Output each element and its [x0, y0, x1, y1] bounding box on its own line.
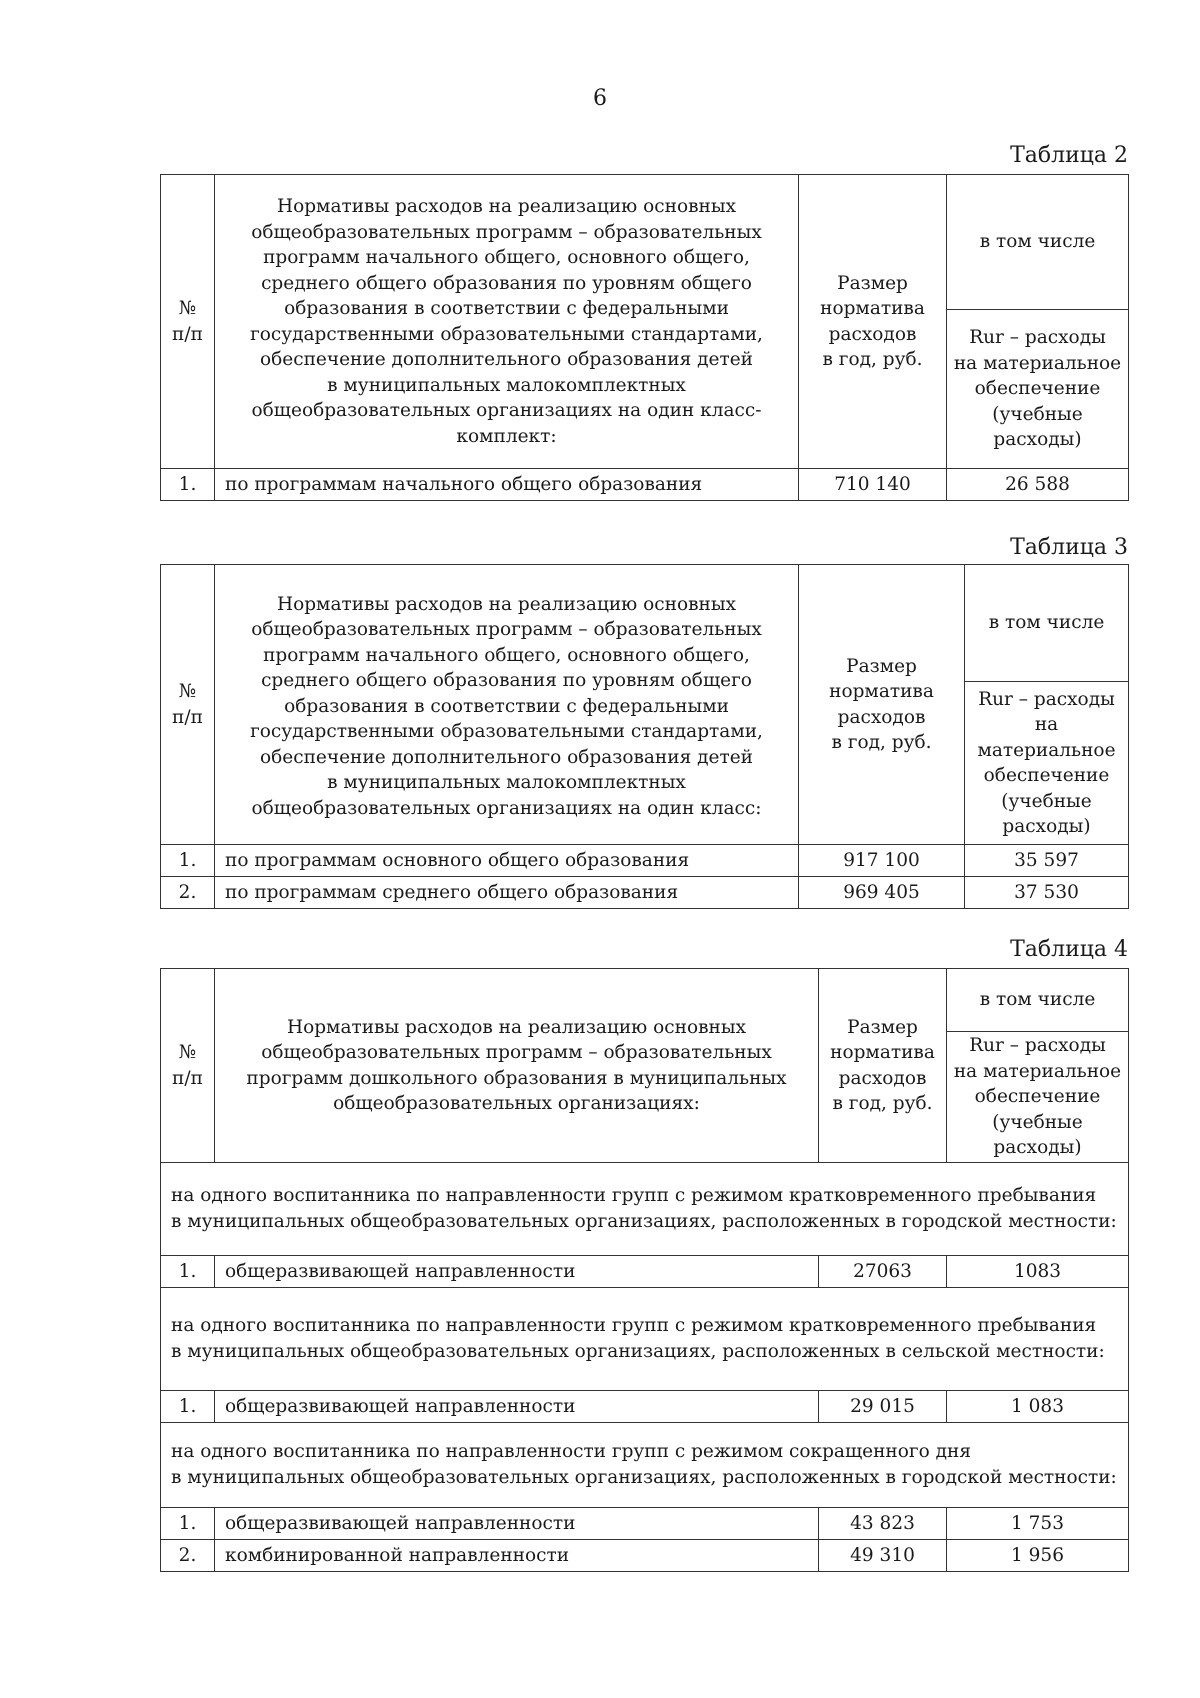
table2-header-name: Нормативы расходов на реализацию основных общеобразовательных программ – образовательных программ начального общего, основного общего, среднего общего образования по уровням общего образования в соответствии с федеральными государственными образовательными стандартами, обеспечение дополнительного образования детей в муниципальных малокомплектных общеобразовательных организациях на один класс- комплект:	[215, 175, 799, 469]
table2	[160, 174, 1129, 501]
table-row	[161, 845, 1129, 877]
page-number: 6	[593, 86, 607, 111]
row-name: по программам среднего общего образования	[215, 877, 799, 909]
table4	[160, 968, 1129, 1572]
table-row	[161, 1256, 1129, 1288]
table4-header-including: в том числе	[947, 969, 1129, 1032]
table3-header-no: № п/п	[161, 565, 215, 845]
table3-header-including: в том числе	[965, 565, 1129, 682]
table2-header-rur: Rur – расходы на материальное обеспечение (учебные расходы)	[947, 310, 1129, 469]
row-size: 710 140	[799, 469, 947, 501]
row-rur: 37 530	[965, 877, 1129, 909]
table-row	[161, 469, 1129, 501]
row-name: по программам начального общего образования	[215, 469, 799, 501]
row-rur: 1083	[947, 1256, 1129, 1288]
row-rur: 26 588	[947, 469, 1129, 501]
table4-header-no: № п/п	[161, 969, 215, 1163]
table3	[160, 564, 1129, 909]
row-rur: 1 753	[947, 1508, 1129, 1540]
table4-header-size: Размер норматива расходов в год, руб.	[819, 969, 947, 1163]
row-number: 2.	[161, 1540, 215, 1572]
table2-caption: Таблица 2	[1010, 143, 1128, 168]
row-name: общеразвивающей направленности	[215, 1256, 819, 1288]
row-number: 2.	[161, 877, 215, 909]
table3-header-name: Нормативы расходов на реализацию основных общеобразовательных программ – образовательных программ начального общего, основного общего, среднего общего образования по уровням общего образования в соответствии с федеральными государственными образовательными стандартами, обеспечение дополнительного образования детей в муниципальных малокомплектных общеобразовательных организациях на один класс:	[215, 565, 799, 845]
section-heading: на одного воспитанника по направленности групп с режимом сокращенного дня в муниципальных общеобразовательных организациях, расположенных в городской местности:	[161, 1423, 1129, 1508]
table2-header-including: в том числе	[947, 175, 1129, 310]
table4-header-rur: Rur – расходы на материальное обеспечение (учебные расходы)	[947, 1032, 1129, 1163]
row-size: 49 310	[819, 1540, 947, 1572]
row-number: 1.	[161, 469, 215, 501]
table-row	[161, 1391, 1129, 1423]
row-rur: 1 083	[947, 1391, 1129, 1423]
row-size: 27063	[819, 1256, 947, 1288]
row-name: общеразвивающей направленности	[215, 1508, 819, 1540]
row-number: 1.	[161, 1256, 215, 1288]
table2-header-no: № п/п	[161, 175, 215, 469]
row-number: 1.	[161, 1508, 215, 1540]
row-name: по программам основного общего образования	[215, 845, 799, 877]
table4-header-name: Нормативы расходов на реализацию основных общеобразовательных программ – образовательных программ дошкольного образования в муниципальных общеобразовательных организациях:	[215, 969, 819, 1163]
row-rur: 1 956	[947, 1540, 1129, 1572]
row-size: 917 100	[799, 845, 965, 877]
table3-caption: Таблица 3	[1010, 535, 1128, 560]
table-row	[161, 1508, 1129, 1540]
row-rur: 35 597	[965, 845, 1129, 877]
row-size: 29 015	[819, 1391, 947, 1423]
row-name: комбинированной направленности	[215, 1540, 819, 1572]
row-size: 43 823	[819, 1508, 947, 1540]
section-heading: на одного воспитанника по направленности групп с режимом кратковременного пребывания в муниципальных общеобразовательных организациях, расположенных в городской местности:	[161, 1163, 1129, 1256]
table3-header-rur: Rur – расходы на материальное обеспечение (учебные расходы)	[965, 682, 1129, 845]
row-name: общеразвивающей направленности	[215, 1391, 819, 1423]
row-number: 1.	[161, 1391, 215, 1423]
row-size: 969 405	[799, 877, 965, 909]
section-heading: на одного воспитанника по направленности групп с режимом кратковременного пребывания в муниципальных общеобразовательных организациях, расположенных в сельской местности:	[161, 1288, 1129, 1391]
table-row	[161, 877, 1129, 909]
table3-header-size: Размер норматива расходов в год, руб.	[799, 565, 965, 845]
row-number: 1.	[161, 845, 215, 877]
table-row	[161, 1540, 1129, 1572]
table4-caption: Таблица 4	[1010, 937, 1128, 962]
table2-header-size: Размер норматива расходов в год, руб.	[799, 175, 947, 469]
